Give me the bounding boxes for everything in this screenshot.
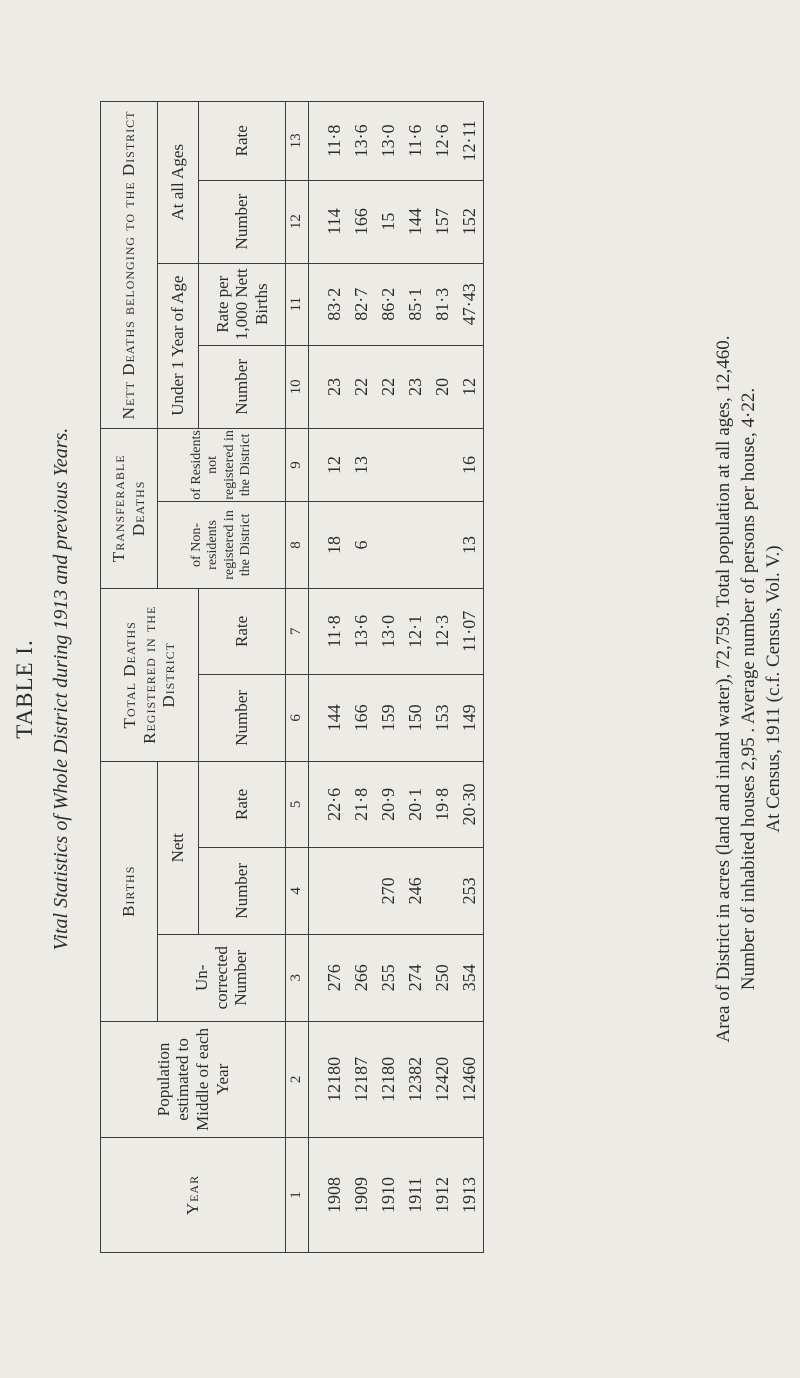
table-cell: 21·8 [351,787,371,821]
table-cell [348,848,375,934]
vital-statistics-table [100,101,484,1253]
header-population: Population estimated to Middle of each Year [101,1021,286,1137]
table-cell: 22 [351,377,371,396]
table-cell: 47·43 [459,283,479,326]
header-all-ages: At all Ages [158,102,199,264]
table-cell: 12·3 [432,614,452,648]
header-nett-deaths: Nett Deaths belonging to the District [101,102,158,429]
header-total-deaths-rate: Rate [199,588,286,674]
column-index: 13 [286,102,309,181]
col-all-ages-rate [309,102,484,181]
table-cell: 12460 [459,1056,479,1102]
table-cell: 23 [405,377,425,396]
table-cell: 266 [351,964,371,992]
table-cell: 1910 [378,1177,398,1214]
footnote-census: At Census, 1911 (c.f. Census, Vol. V.) [763,545,784,833]
header-under1-rate: Rate per 1,000 Nett Births [199,263,286,345]
column-index: 9 [286,428,309,501]
table-cell: 354 [459,964,479,992]
table-cell: 83·2 [324,287,344,321]
header-under1-number: Number [199,345,286,428]
header-all-ages-number: Number [199,180,286,263]
header-non-residents: of Non-residents registered in the District [158,502,286,589]
table-cell: 250 [432,964,452,992]
table-cell [375,429,402,501]
table-cell: 270 [378,877,398,905]
table-cell: 22·6 [324,787,344,821]
header-transferable-deaths: Transferable Deaths [101,428,158,588]
table-cell [429,502,456,588]
table-cell: 1908 [324,1177,344,1214]
column-index: 5 [286,761,309,847]
table-cell: 23 [324,377,344,396]
table-cell: 11·6 [405,124,425,157]
table-cell: 150 [405,704,425,732]
table-cell: 85·1 [405,287,425,321]
table-cell: 20·30 [459,783,479,826]
header-total-deaths-number: Number [199,675,286,762]
table-cell: 12382 [405,1056,425,1102]
table-cell: 276 [324,964,344,992]
table-cell: 1909 [351,1177,371,1214]
col-year [309,1138,484,1253]
table-cell [321,848,348,934]
table-cell: 12·11 [459,120,479,162]
column-index: 8 [286,502,309,589]
header-births-number: Number [199,847,286,934]
col-residents-not [309,428,484,501]
table-cell: 11·8 [324,124,344,157]
table-cell: 144 [324,704,344,732]
table-cell: 6 [351,540,371,550]
col-population [309,1021,484,1137]
table-cell: 81·3 [432,287,452,321]
header-births: Births [101,761,158,1021]
table-cell: 11·8 [324,615,344,648]
col-non-residents [309,502,484,589]
header-births-rate: Rate [199,761,286,847]
header-births-uncorrected: Un-corrected Number [158,934,286,1021]
table-cell: 166 [351,704,371,732]
col-births-nett-number [309,847,484,934]
table-cell [402,502,429,588]
table-title: TABLE I. [12,639,37,739]
table-cell: 12·6 [432,124,452,158]
table-cell: 149 [459,704,479,732]
col-total-deaths-rate [309,588,484,674]
table-cell: 255 [378,964,398,992]
table-cell: 12420 [432,1056,452,1102]
table-cell: 12 [459,377,479,396]
table-cell: 1913 [459,1177,479,1214]
table-cell: 159 [378,704,398,732]
col-total-deaths-number [309,675,484,762]
column-index: 4 [286,847,309,934]
table-cell [429,429,456,501]
table-cell: 166 [351,208,371,236]
table-cell: 157 [432,208,452,236]
header-total-deaths: Total Deaths Registered in the District [101,588,199,761]
table-cell: 12·1 [405,614,425,648]
table-cell [375,502,402,588]
table-cell: 12180 [324,1056,344,1102]
table-cell: 114 [324,208,344,235]
table-cell: 19·8 [432,787,452,821]
table-cell: 18 [324,535,344,554]
column-index: 10 [286,345,309,428]
column-index: 3 [286,934,309,1021]
header-residents-not: of Residents not registered in the District [158,428,286,501]
table-cell: 13·6 [351,614,371,648]
table-cell: 11·07 [459,610,479,653]
table-cell: 144 [405,208,425,236]
table-cell: 13·0 [378,614,398,648]
col-births-uncorrected [309,934,484,1021]
table-cell: 246 [405,877,425,905]
table-cell: 1911 [405,1177,425,1213]
table-cell: 12180 [378,1056,398,1102]
table-cell: 82·7 [351,287,371,321]
col-all-ages-number [309,180,484,263]
table-cell: 12 [324,455,344,474]
table-cell: 153 [432,704,452,732]
table-cell: 86·2 [378,287,398,321]
data-row [309,102,484,1253]
table-cell: 274 [405,964,425,992]
table-cell: 13·6 [351,124,371,158]
table-cell: 22 [378,377,398,396]
table-cell: 13·0 [378,124,398,158]
column-index: 11 [286,263,309,345]
table-cell: 13 [459,535,479,554]
table-cell: 253 [459,877,479,905]
table-subtitle: Vital Statistics of Whole District during 1913 and previous Years. [50,427,72,951]
table-cell: 152 [459,208,479,236]
table-cell: 1912 [432,1177,452,1214]
footnote-houses: Number of inhabited houses 2,95 . Average number of persons per house, 4·22. [738,387,759,991]
table-cell: 20 [432,377,452,396]
table-cell: 20·1 [405,787,425,821]
column-index: 1 [286,1138,309,1253]
column-index: 6 [286,675,309,762]
header-births-nett: Nett [158,761,199,934]
table-cell [429,848,456,934]
col-under1-number [309,345,484,428]
footnote-area-population: Area of District in acres (land and inland water), 72,759. Total population at all ages, 12,460. [713,335,734,1043]
header-year: Year [101,1138,286,1253]
col-under1-rate [309,263,484,345]
column-index: 2 [286,1021,309,1137]
column-index: 12 [286,180,309,263]
table-cell: 15 [378,212,398,231]
table-cell: 16 [459,455,479,474]
col-births-nett-rate [309,761,484,847]
table-cell: 12187 [351,1056,371,1102]
header-all-ages-rate: Rate [199,102,286,181]
table-cell: 13 [351,455,371,474]
column-index: 7 [286,588,309,674]
table-cell: 20·9 [378,787,398,821]
table-cell [402,429,429,501]
header-under-1-year: Under 1 Year of Age [158,263,199,428]
